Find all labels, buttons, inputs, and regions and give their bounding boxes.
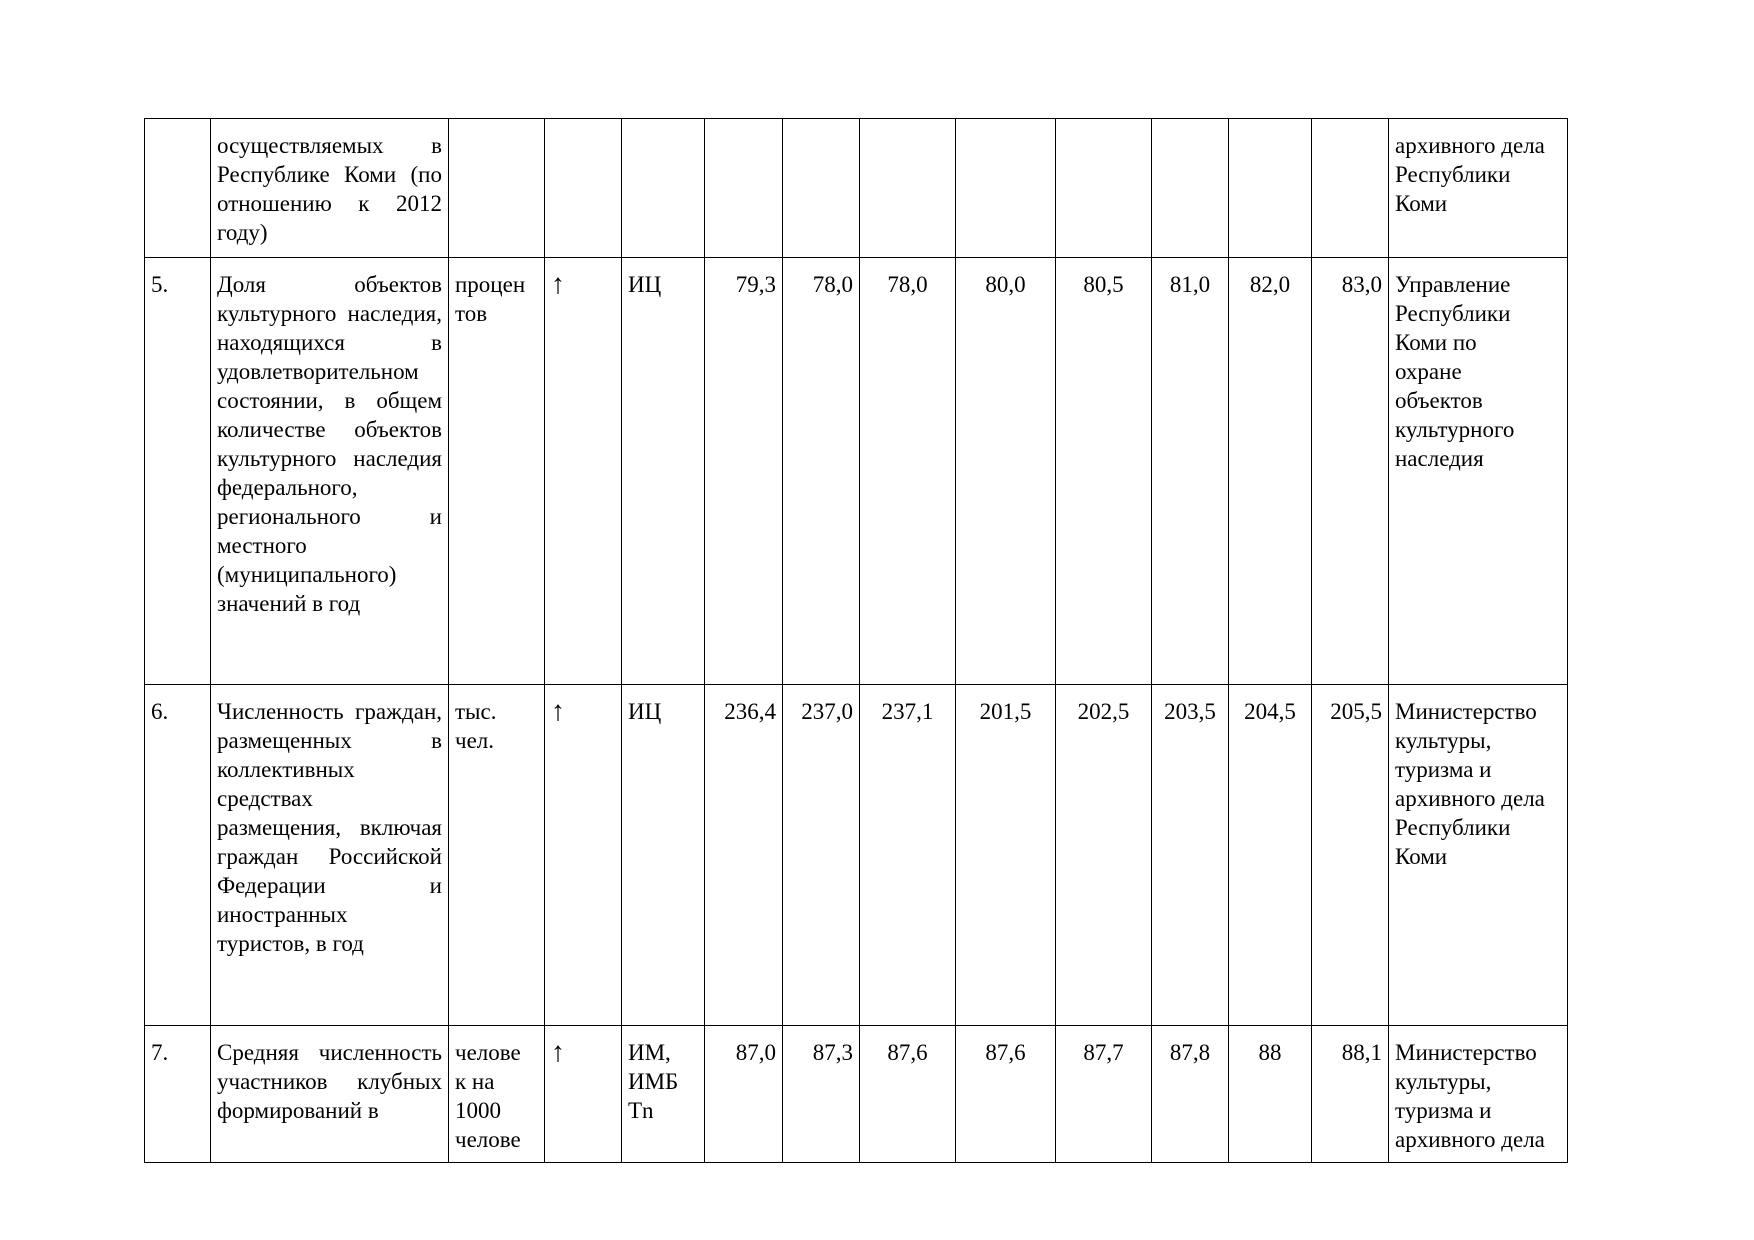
value-cell: 203,5 (1152, 685, 1229, 1026)
row-number (145, 119, 211, 258)
value-cell: 87,3 (783, 1026, 860, 1163)
value-cell (1056, 119, 1152, 258)
value-cell: 87,7 (1056, 1026, 1152, 1163)
value-cell: 201,5 (956, 685, 1056, 1026)
value-cell (956, 119, 1056, 258)
value-cell: 204,5 (1229, 685, 1312, 1026)
value-cell: 79,3 (705, 258, 783, 685)
table-row (145, 258, 1568, 685)
row-number: 5. (145, 258, 211, 685)
value-cell: 80,0 (956, 258, 1056, 685)
row-number: 6. (145, 685, 211, 1026)
value-cell (1229, 119, 1312, 258)
trend-arrow-icon: ↑ (545, 685, 622, 1026)
value-cell: 237,1 (860, 685, 956, 1026)
value-cell: 80,5 (1056, 258, 1152, 685)
responsible-body: Министерство культуры, туризма и архивного дела Республики Коми (1389, 685, 1568, 1026)
responsible-body: архивного дела Республики Коми (1389, 119, 1568, 258)
responsible-body: Министерство культуры, туризма и архивного дела (1389, 1026, 1568, 1163)
indicator-type: ИЦ (622, 258, 705, 685)
table-row (145, 119, 1568, 258)
value-cell: 78,0 (860, 258, 956, 685)
trend-arrow-icon: ↑ (545, 258, 622, 685)
unit-cell: тыс. чел. (449, 685, 545, 1026)
value-cell: 87,6 (860, 1026, 956, 1163)
value-cell: 88 (1229, 1026, 1312, 1163)
value-cell: 87,8 (1152, 1026, 1229, 1163)
value-cell: 87,6 (956, 1026, 1056, 1163)
trend-arrow-icon: ↑ (545, 1026, 622, 1163)
value-cell (705, 119, 783, 258)
value-cell: 87,0 (705, 1026, 783, 1163)
unit-cell: процен тов (449, 258, 545, 685)
row-number: 7. (145, 1026, 211, 1163)
unit-cell: челове к на 1000 челове (449, 1026, 545, 1163)
value-cell: 81,0 (1152, 258, 1229, 685)
value-cell: 237,0 (783, 685, 860, 1026)
indicator-name: Численность граждан, размещенных в коллективных средствах размещения, включая граждан Российской Федерации и иностранных туристов, в год (211, 685, 449, 1026)
indicator-type: ИМ, ИМБ Tn (622, 1026, 705, 1163)
value-cell: 82,0 (1229, 258, 1312, 685)
value-cell (1152, 119, 1229, 258)
value-cell (860, 119, 956, 258)
indicator-name: осуществляемых в Республике Коми (по отношению к 2012 году) (211, 119, 449, 258)
value-cell: 83,0 (1312, 258, 1389, 685)
table-row (145, 685, 1568, 1026)
indicator-type: ИЦ (622, 685, 705, 1026)
table-row (145, 1026, 1568, 1163)
indicator-name: Доля объектов культурного наследия, находящихся в удовлетворительном состоянии, в общем количестве объектов культурного наследия федерального, регионального и местного (муниципального) значений в год (211, 258, 449, 685)
indicator-name: Средняя численность участников клубных формирований в (211, 1026, 449, 1163)
value-cell: 205,5 (1312, 685, 1389, 1026)
indicator-type (622, 119, 705, 258)
value-cell (783, 119, 860, 258)
value-cell: 88,1 (1312, 1026, 1389, 1163)
unit-cell (449, 119, 545, 258)
value-cell: 202,5 (1056, 685, 1152, 1026)
value-cell: 236,4 (705, 685, 783, 1026)
indicators-table (144, 118, 1568, 1163)
responsible-body: Управление Республики Коми по охране объектов культурного наследия (1389, 258, 1568, 685)
trend-arrow-icon (545, 119, 622, 258)
value-cell: 78,0 (783, 258, 860, 685)
value-cell (1312, 119, 1389, 258)
